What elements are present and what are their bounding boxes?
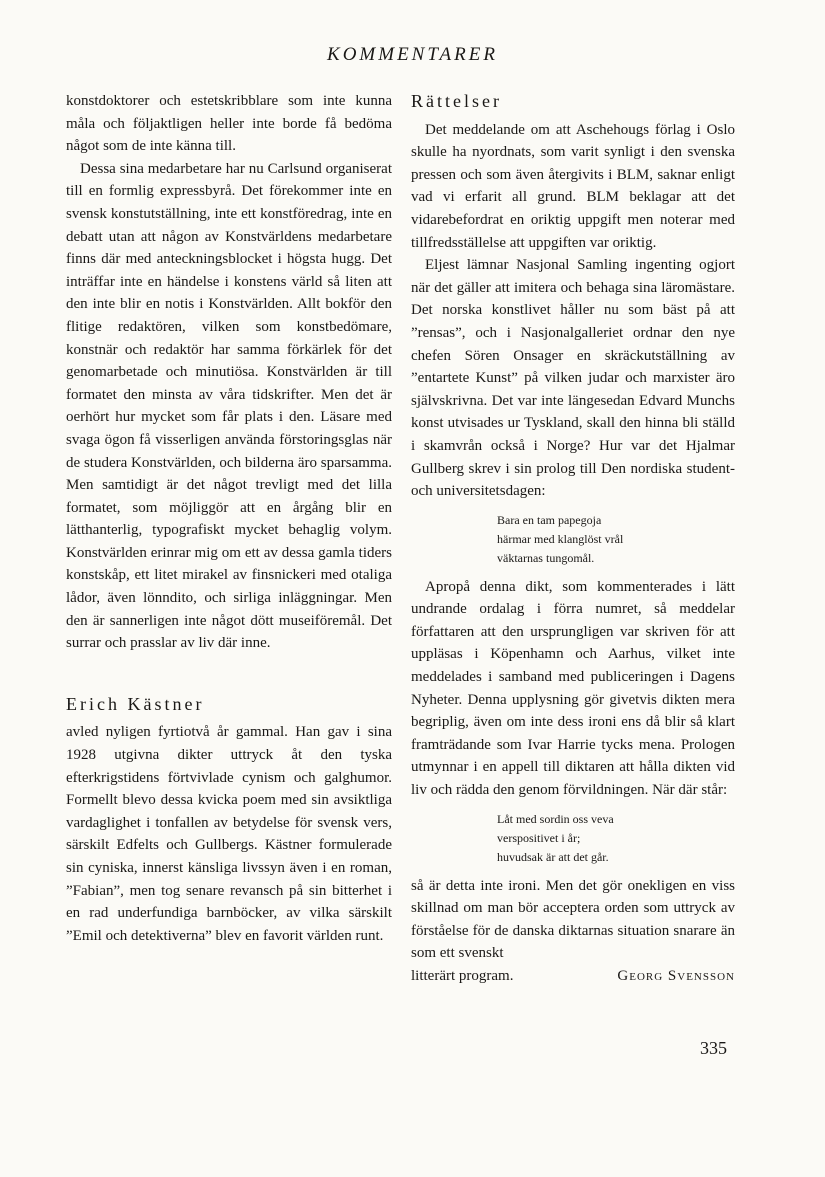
- paragraph-closing: så är detta inte ironi. Men det gör onekligen en viss skillnad om man bör acceptera orden som uttryck av förståelse för de danska diktarnas situation snarare än som ett svenskt: [411, 877, 735, 962]
- poem-line: huvudsak är att det går.: [497, 849, 609, 864]
- paragraph-nasjonal-samling: Eljest lämnar Nasjonal Samling ingenting ogjort när det gäller att imitera och behaga sina läromästare. Det norska konstlivet håller nu som bäst på att ”rensas”, och i Nasjonalgalleriet ordnar den nye chefen Sören Onsager en skräckutställning av ”entartete Kunst” på vilken judar och marxister äro självskrivna. Det var inte längesedan Edvard Munchs konst utvisades ur Tyskland, skall den hinna bli ställd i skamvrån också i Norge? Hur var det Hjalmar Gullberg skrev i sin prolog till Den nordiska student- och universitetsdagen:: [411, 257, 735, 500]
- running-header: KOMMENTARER: [327, 44, 498, 65]
- paragraph-continued: konstdoktorer och estetskribblare som inte kunna måla och följaktligen heller inte borde få bedöma något som de inte känna till.: [66, 93, 392, 155]
- paragraph-kastner: avled nyligen fyrtiotvå år gammal. Han gav i sina 1928 utgivna dikter uttryck åt den tyska efterkrigstidens förtvivlade cynism och galghumor. Formellt blevo dessa kvicka poem med sin avsiktliga vardaglighet i tonfallen av betydelse för svensk vers, särskilt Edfelts och Gullbergs. Kästner formulerade sin cyniska, innerst känsliga livssyn även i en roman, ”Fabian”, men tog senare revansch på sin bitterhet i en rad underfundiga barnböcker, av vilka särskilt ”Emil och detektiverna” blev en favorit världen runt.: [66, 724, 392, 944]
- poem-line: verspositivet i år;: [497, 830, 581, 845]
- paragraph-closing-end: litterärt program.: [411, 968, 514, 984]
- paragraph-aschehoug: Det meddelande om att Aschehougs förlag i Oslo skulle ha nyordnats, som varit synligt i den svenska pressen och som även återgivits i BLM, saknar enligt vad vi erfarit all grund. BLM beklagar att det vidarebefordrat en oriktig uppgift men noterar med tillfredsställelse att uppgiften var oriktig.: [411, 121, 735, 251]
- poem-quote-1: [497, 511, 735, 568]
- poem-line: Bara en tam papegoja: [497, 512, 602, 527]
- right-column: [411, 90, 735, 988]
- poem-line: Låt med sordin oss veva: [497, 811, 614, 826]
- page-number: 335: [700, 1038, 727, 1058]
- poem-quote-2: [497, 810, 735, 867]
- author-signature: Georg Svensson: [617, 968, 735, 984]
- poem-line: väktarnas tungomål.: [497, 550, 595, 565]
- paragraph-konstvarlden: Dessa sina medarbetare har nu Carlsund organiserat till en formlig expressbyrå. Det förekommer inte en svensk konstutställning, inte ett konstföredrag, inte en debatt utan att någon av Konstvärldens medarbetare finns där med anteckningsblocket i högsta hugg. Det inträffar inte en händelse i konstens värld så liten att den inte blir en notis i Konstvärlden. Allt bokför den flitige redaktören, vilken som konstbedömare, konstnär och redaktör har samma förkärlek för det genomarbetade och minutiösa. Konstvärlden är till formatet den minsta av våra tidskrifter. Men det är oerhört hur mycket som får plats i den. Läsare med svaga ögon få visserligen använda förstoringsglas när de studera Konstvärlden, och bilderna äro sparsamma. Men samtidigt är det något trevligt med det lilla formatet, som möjliggör att en årgång blir en lätthanterlig, typografiskt mycket behaglig volym. Konstvärlden erinrar mig om ett av dessa gamla tiders konstskåp, ett litet mirakel av finsnickeri med otaliga lådor, även lönndito, och sirliga inläggningar. Men den är sannerligen inte något dött museiföremål. Det surrar och prasslar av liv där inne.: [66, 160, 392, 652]
- section-heading-rattelser: Rättelser: [411, 91, 502, 111]
- left-column: [66, 90, 392, 947]
- paragraph-apropa: Apropå denna dikt, som kommenterades i lätt undrande ordalag i förra numret, så meddelar författaren att den ursprungligen var skriven för att uppläsas i Köpenhamn och Aarhus, vilket inte meddelades i samband med publiceringen i Dagens Nyheter. Denna upplysning gör givetvis dikten mera begriplig, även om inte dess ironi ens då blir så klart framträdande som Ivar Harrie tycks mena. Prologen utmynnar i en appell till diktaren att hålla dikten vid liv och rädda den genom förvildningen. När där står:: [411, 578, 735, 799]
- signature-line: [411, 965, 735, 988]
- poem-line: härmar med klanglöst vrål: [497, 531, 624, 546]
- section-heading-kastner: Erich Kästner: [66, 693, 205, 714]
